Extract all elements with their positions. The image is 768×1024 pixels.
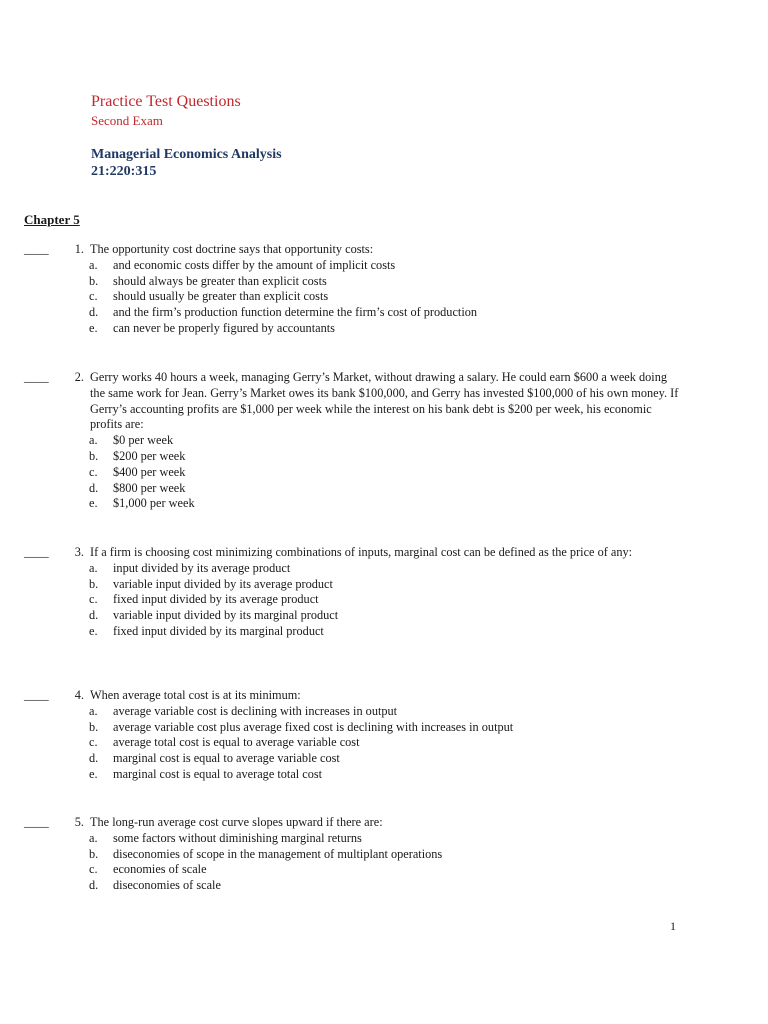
question-number: 4. — [74, 688, 84, 702]
question-3 — [24, 545, 684, 640]
course-name: Managerial Economics Analysis — [91, 147, 282, 162]
option-b: b. $200 per week — [89, 448, 186, 463]
option-b: b. variable input divided by its average product — [89, 576, 333, 591]
question-text: When average total cost is at its minimum: — [90, 688, 301, 702]
option-c: c. should usually be greater than explicit costs — [89, 289, 329, 304]
course-code: 21:220:315 — [91, 164, 157, 179]
question-number: 2. — [74, 370, 84, 384]
answer-blank: ____ — [24, 370, 49, 384]
answer-blank: ____ — [24, 242, 49, 256]
option-c: c. fixed input divided by its average product — [89, 592, 319, 607]
question-number: 5. — [74, 815, 84, 829]
question-number: 3. — [74, 545, 84, 559]
document-subtitle: Second Exam — [91, 113, 163, 128]
option-a: a. input divided by its average product — [89, 560, 291, 575]
question-text: The opportunity cost doctrine says that opportunity costs: — [90, 242, 374, 256]
option-e: e. marginal cost is equal to average total cost — [89, 766, 323, 781]
question-4 — [24, 688, 684, 783]
option-list — [24, 831, 684, 894]
option-c: c. average total cost is equal to average variable cost — [89, 735, 360, 750]
option-d: d. diseconomies of scale — [89, 878, 221, 893]
document-title: Practice Test Questions — [91, 93, 241, 110]
option-c: c. $400 per week — [89, 464, 186, 479]
option-d: d. $800 per week — [89, 480, 186, 495]
option-a: a. average variable cost is declining with increases in output — [89, 703, 398, 718]
option-c: c. economies of scale — [89, 862, 207, 877]
answer-blank: ____ — [24, 545, 49, 559]
course-info — [91, 146, 282, 180]
question-text: The long-run average cost curve slopes upward if there are: — [90, 815, 383, 829]
question-text: Gerry works 40 hours a week, managing Gerry’s Market, without drawing a salary. He could earn $600 a week doing the same work for Jean. Gerry’s Market owes its bank $100,000, and Gerry has invested $100,000 of his own money. If Gerry’s accounting profits are $1,000 per week while the interest on his bank debt is $200 per week, his economic profits are: — [90, 370, 679, 432]
question-5 — [24, 815, 684, 894]
option-a: a. some factors without diminishing marginal returns — [89, 830, 362, 845]
option-b: b. average variable cost plus average fixed cost is declining with increases in output — [89, 719, 514, 734]
option-b: b. diseconomies of scope in the management of multiplant operations — [89, 846, 443, 861]
document-header — [91, 92, 282, 180]
page-number: 1 — [670, 919, 676, 933]
option-e: e. can never be properly figured by accountants — [89, 320, 335, 335]
option-d: d. variable input divided by its marginal product — [89, 608, 339, 623]
option-a: a. and economic costs differ by the amount of implicit costs — [89, 257, 396, 272]
option-d: d. marginal cost is equal to average variable cost — [89, 751, 340, 766]
option-d: d. and the firm’s production function determine the firm’s cost of production — [89, 305, 478, 320]
option-a: a. $0 per week — [89, 433, 174, 448]
answer-blank: ____ — [24, 688, 49, 702]
option-list — [24, 433, 684, 512]
question-text: If a firm is choosing cost minimizing combinations of inputs, marginal cost can be defined as the price of any: — [90, 545, 633, 559]
option-list — [24, 258, 684, 337]
chapter-heading: Chapter 5 — [24, 212, 80, 227]
question-number: 1. — [74, 242, 84, 256]
question-1 — [24, 242, 684, 337]
answer-blank: ____ — [24, 815, 49, 829]
option-b: b. should always be greater than explicit costs — [89, 273, 327, 288]
question-2 — [24, 370, 684, 512]
option-list — [24, 704, 684, 783]
option-e: e. fixed input divided by its marginal product — [89, 623, 324, 638]
option-e: e. $1,000 per week — [89, 496, 195, 511]
option-list — [24, 561, 684, 640]
